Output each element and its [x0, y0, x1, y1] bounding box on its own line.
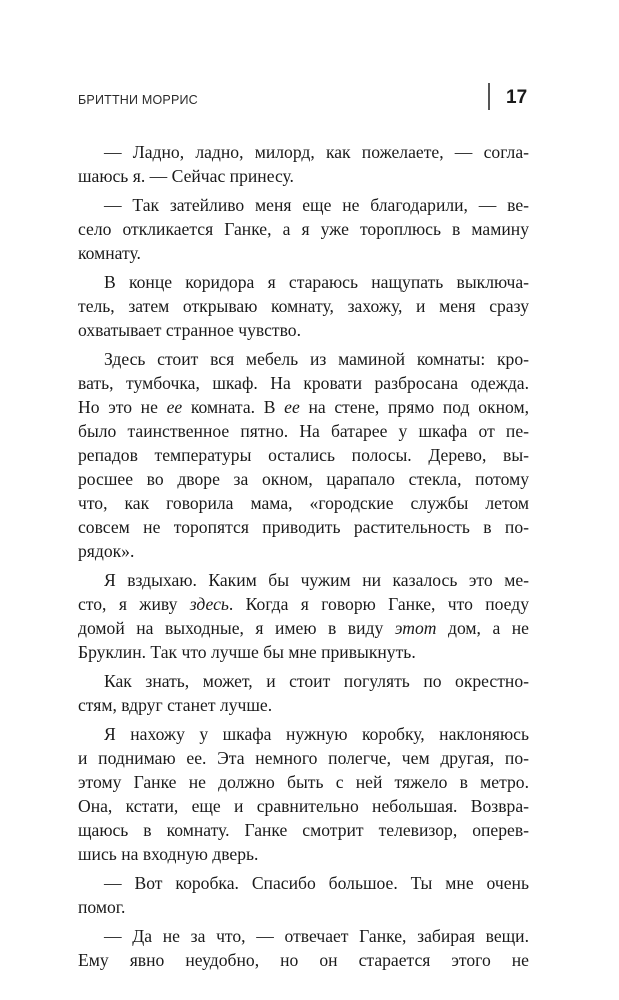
- text-line: [78, 140, 529, 164]
- italic-word: здесь: [189, 594, 229, 614]
- text-line: [78, 318, 529, 342]
- text-line: [78, 924, 529, 948]
- text-line: [78, 895, 529, 919]
- text-segment: Ему явно неудобно, но он старается этого не: [78, 950, 529, 970]
- paragraph: [78, 140, 529, 188]
- text-segment: — Да не за что, — отвечает Ганке, забирая вещи.: [104, 926, 529, 946]
- paragraph: [78, 347, 529, 563]
- text-segment: вать, тумбочка, шкаф. На кровати разбросана одежда.: [78, 373, 529, 393]
- text-line: [78, 616, 529, 640]
- paragraph: [78, 669, 529, 717]
- text-segment: охватывает странное чувство.: [78, 320, 301, 340]
- page-number: 17: [506, 87, 528, 108]
- italic-word: ее: [166, 397, 183, 417]
- text-line: [78, 270, 529, 294]
- text-line: [78, 371, 529, 395]
- text-segment: что, как говорила мама, «городские службы летом: [78, 493, 529, 513]
- text-line: [78, 842, 529, 866]
- text-line: [78, 515, 529, 539]
- italic-word: этот: [394, 618, 437, 638]
- text-segment: комнату.: [78, 243, 141, 263]
- text-line: [78, 669, 529, 693]
- text-segment: этому Ганке не должно быть с ней тяжело в метро.: [78, 772, 529, 792]
- paragraph: [78, 924, 529, 972]
- paragraph: [78, 568, 529, 664]
- text-segment: и поднимаю ее. Эта немного полегче, чем другая, по-: [78, 748, 529, 768]
- text-segment: репадов температуры остались полосы. Дерево, вы-: [78, 445, 529, 465]
- body-text: [78, 140, 529, 972]
- text-segment: на стене, прямо под окном,: [299, 397, 529, 417]
- text-segment: В конце коридора я стараюсь нащупать выключа-: [104, 272, 529, 292]
- text-line: [78, 871, 529, 895]
- header-divider: [488, 83, 490, 110]
- text-segment: сто, я живу: [78, 594, 190, 614]
- running-head-author: БРИТТНИ МОРРИС: [78, 93, 198, 107]
- text-segment: село откликается Ганке, а я уже тороплюсь в мамину: [78, 219, 529, 239]
- text-segment: — Ладно, ладно, милорд, как пожелаете, — согла-: [104, 142, 529, 162]
- text-line: [78, 948, 529, 972]
- text-line: [78, 592, 529, 616]
- text-line: [78, 217, 529, 241]
- text-segment: помог.: [78, 897, 126, 917]
- text-segment: совсем не торопятся приводить растительность в по-: [78, 517, 529, 537]
- text-line: [78, 467, 529, 491]
- paragraph: [78, 871, 529, 919]
- text-segment: стям, вдруг станет лучше.: [78, 695, 273, 715]
- text-segment: домой на выходные, я имею в виду: [78, 618, 395, 638]
- paragraph: [78, 270, 529, 342]
- text-line: [78, 568, 529, 592]
- text-line: [78, 794, 529, 818]
- text-line: [78, 419, 529, 443]
- text-segment: Бруклин. Так что лучше бы мне привыкнуть.: [78, 642, 416, 662]
- text-segment: шись на входную дверь.: [78, 844, 259, 864]
- text-segment: Здесь стоит вся мебель из маминой комнаты: кро-: [104, 349, 529, 369]
- text-line: [78, 770, 529, 794]
- text-segment: было таинственное пятно. На батарее у шкафа от пе-: [78, 421, 529, 441]
- text-segment: Она, кстати, еще и сравнительно небольшая. Возвра-: [78, 796, 529, 816]
- text-line: [78, 395, 529, 419]
- text-segment: Я вздыхаю. Каким бы чужим ни казалось это ме-: [104, 570, 529, 590]
- text-line: [78, 640, 529, 664]
- text-line: [78, 746, 529, 770]
- text-segment: . Когда я говорю Ганке, что поеду: [228, 594, 529, 614]
- text-line: [78, 241, 529, 265]
- text-line: [78, 443, 529, 467]
- text-line: [78, 818, 529, 842]
- text-line: [78, 294, 529, 318]
- paragraph: [78, 193, 529, 265]
- text-segment: тель, затем открываю комнату, захожу, и меня сразу: [78, 296, 529, 316]
- text-segment: росшее во дворе за окном, царапало стекла, потому: [78, 469, 529, 489]
- text-segment: — Так затейливо меня еще не благодарили, — ве-: [104, 195, 529, 215]
- text-line: [78, 693, 529, 717]
- text-segment: Как знать, может, и стоит погулять по окрестно-: [104, 671, 529, 691]
- text-segment: щаюсь в комнату. Ганке смотрит телевизор, оперев-: [78, 820, 529, 840]
- text-segment: дом, а не: [436, 618, 529, 638]
- text-line: [78, 347, 529, 371]
- text-line: [78, 722, 529, 746]
- text-line: [78, 193, 529, 217]
- text-segment: шаюсь я. — Сейчас принесу.: [78, 166, 294, 186]
- text-segment: рядок».: [78, 541, 135, 561]
- paragraph: [78, 722, 529, 866]
- text-line: [78, 539, 529, 563]
- text-segment: Но это не: [78, 397, 167, 417]
- italic-word: ее: [284, 397, 300, 417]
- text-segment: Я нахожу у шкафа нужную коробку, наклоняюсь: [104, 724, 529, 744]
- text-segment: комната. В: [182, 397, 285, 417]
- text-line: [78, 491, 529, 515]
- text-line: [78, 164, 529, 188]
- text-segment: — Вот коробка. Спасибо большое. Ты мне очень: [104, 873, 529, 893]
